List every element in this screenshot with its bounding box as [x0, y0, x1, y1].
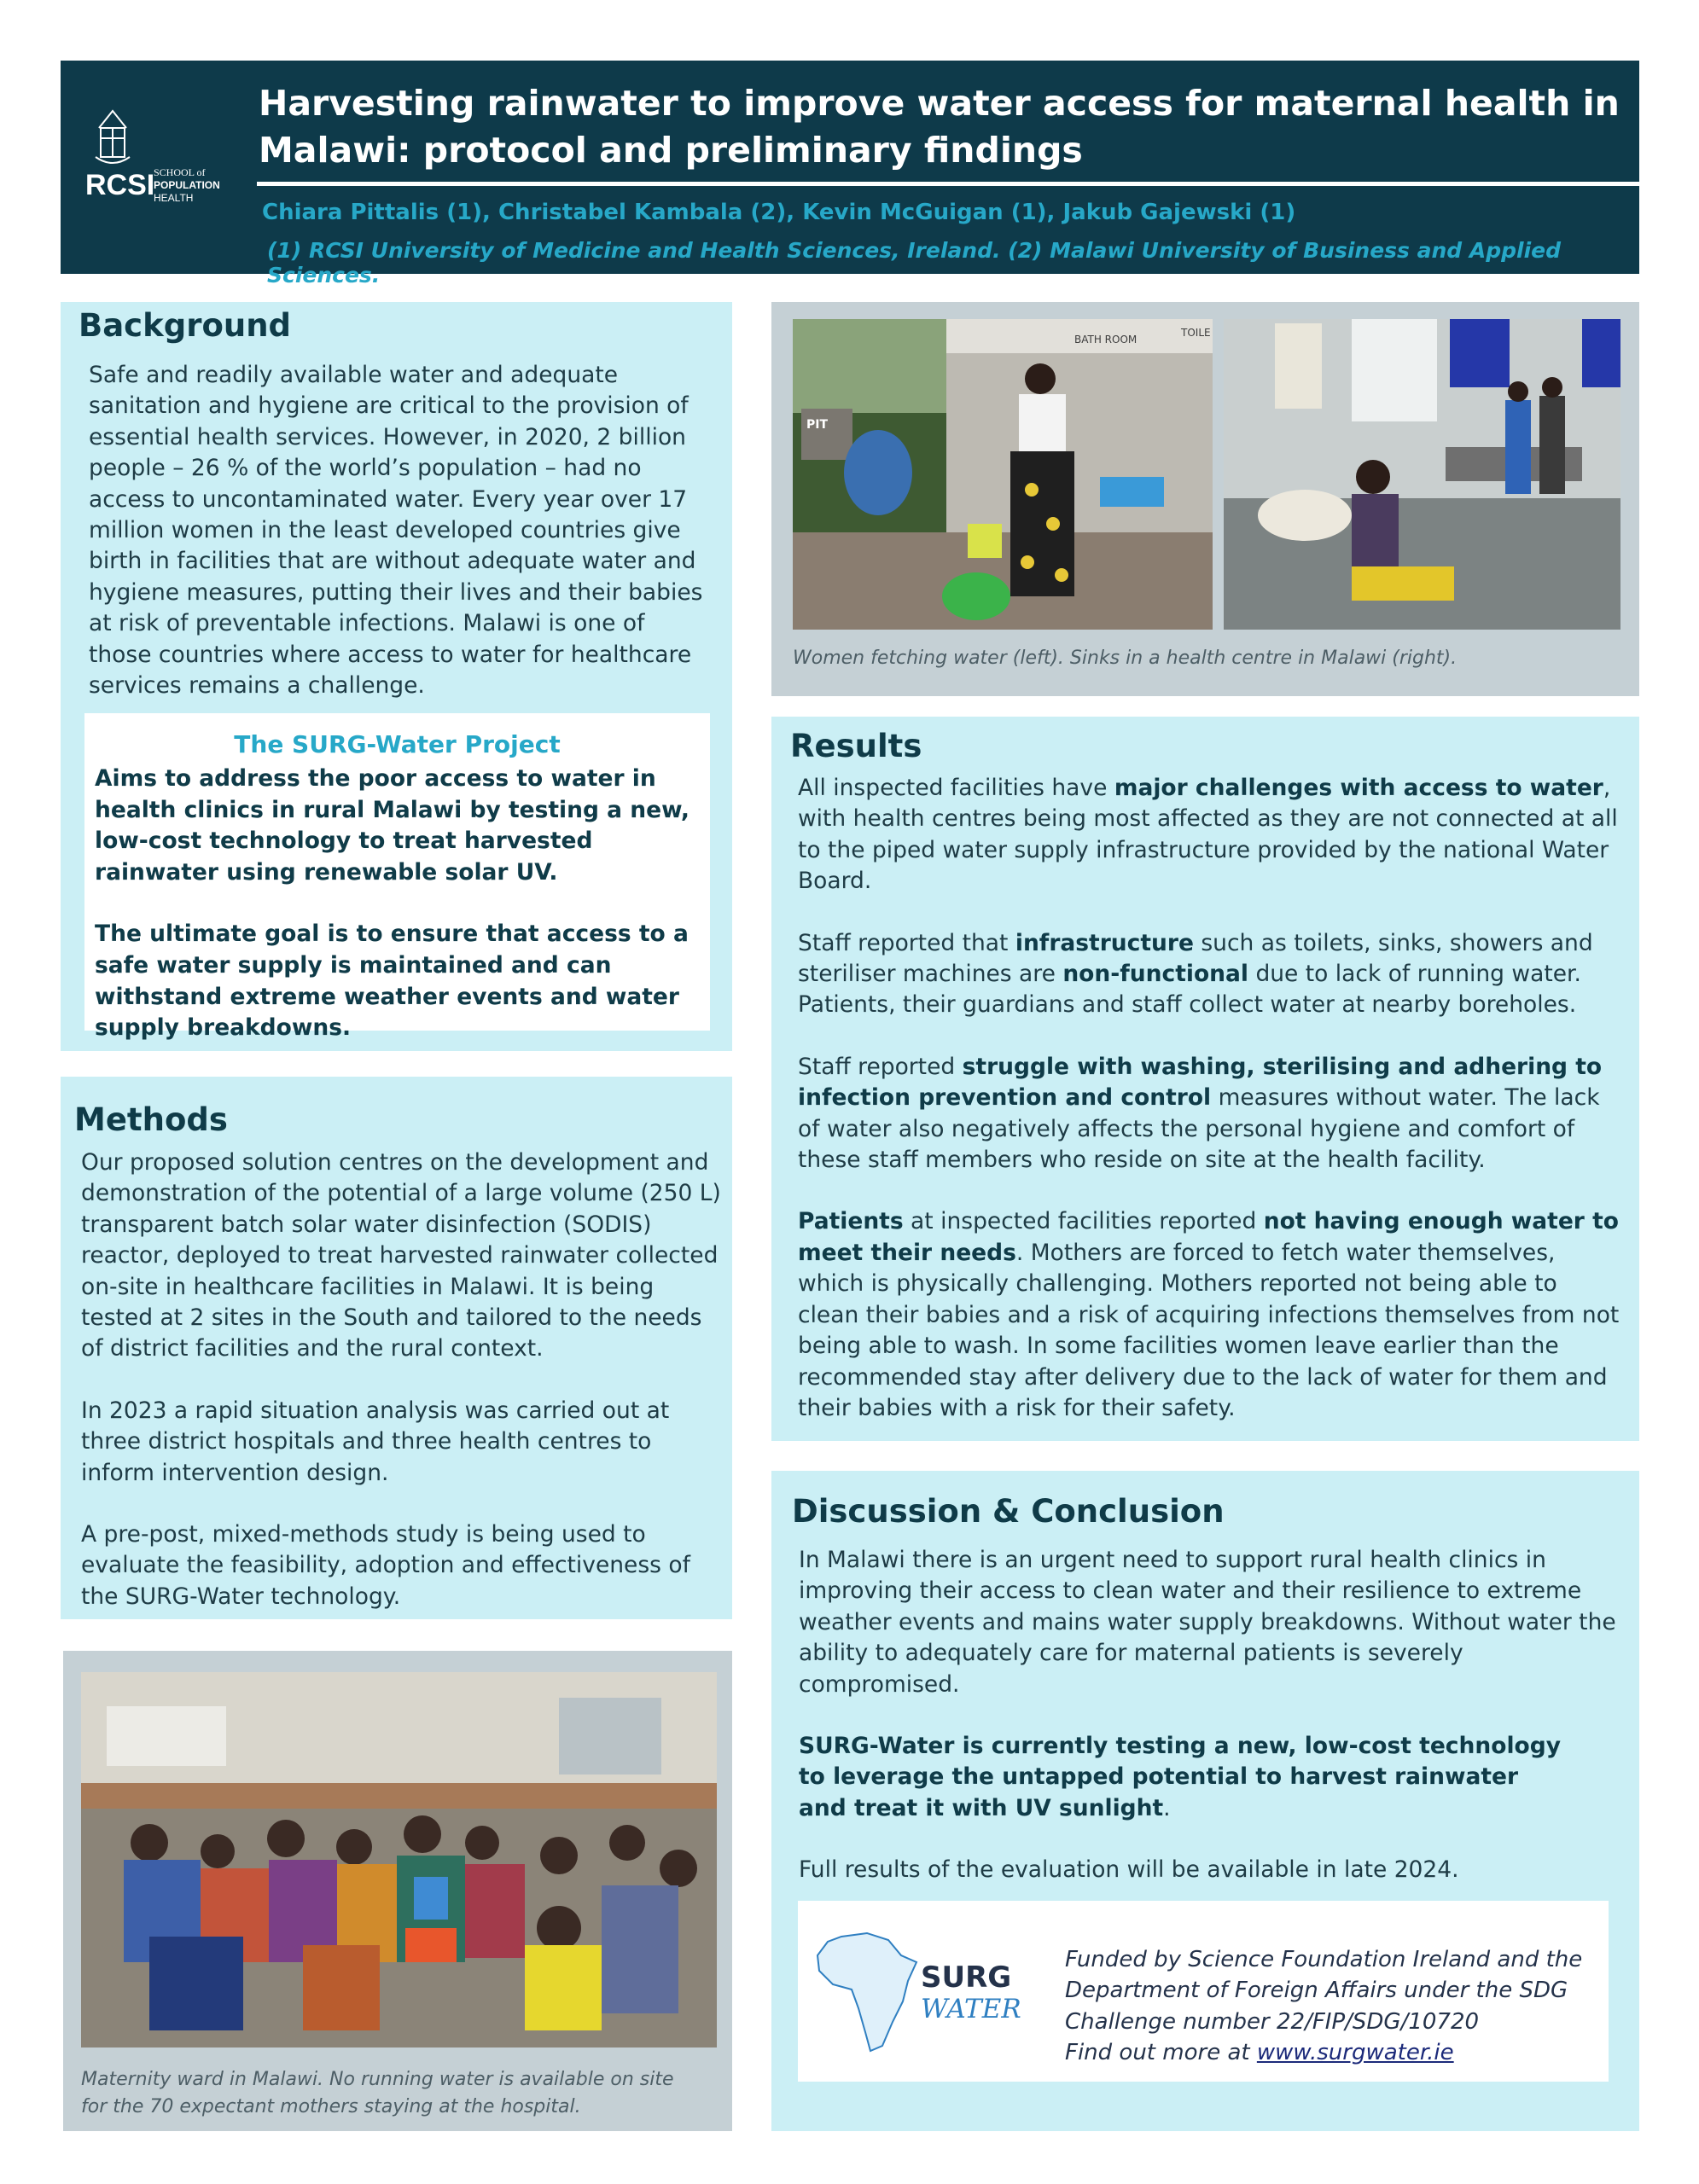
background-text: Safe and readily available water and adequate sanitation and hygiene are critical to the provision of essential health services. However, in 2020, 2 billion people – 26 % of the world’s population – had no access to uncontaminated water. Every year over 17 million women in the least developed countries give birth in facilities that are without adequate water and hygiene measures, putting their lives and their babies at risk of preventable infections. Malawi is one of those countries where access to water for healthcare services remains a challenge.	[89, 362, 703, 700]
water-wordmark: WATER	[921, 1994, 1021, 2024]
toilet-sign: TOILE	[1181, 327, 1211, 339]
poster-title: Harvesting rainwater to improve water access for maternal health in Malawi: protocol and preliminary findings	[259, 83, 1620, 171]
project-heading: The SURG-Water Project	[234, 730, 561, 758]
discussion-paragraph-1: In Malawi there is an urgent need to support rural health clinics in improving their access to clean water and their resilience to extreme weather events and mains water supply breakdowns. Without water the ability to adequately care for maternal patients is severely compromised.	[799, 1547, 1616, 1698]
methods-paragraph-2: In 2023 a rapid situation analysis was carried out at three district hospitals and three health centres to inform intervention design.	[81, 1397, 670, 1486]
project-text	[95, 764, 709, 1044]
methods-paragraph-1: Our proposed solution centres on the development and demonstration of the potential of a large volume (250 L) transparent batch solar water disinfection (SODIS) reactor, deployed to treat harvested rainwater collected on-site in healthcare facilities in Malawi. It is being tested at 2 sites in the South and tailored to the needs of district facilities and the rural context.	[81, 1149, 721, 1362]
funding-line-4: Find out more at www.surgwater.ie	[1065, 2040, 1454, 2066]
discussion-paragraph-2: SURG-Water is currently testing a new, low-cost technology to leverage the untapped potential to harvest rainwater and treat it with UV sunlight.	[799, 1733, 1561, 1821]
africa-map-icon	[817, 1933, 916, 2051]
funding-text	[1065, 1944, 1594, 2069]
project-goal: The ultimate goal is to ensure that access to a safe water supply is maintained and can withstand extreme weather events and water supply breakdowns.	[95, 921, 689, 1042]
funding-line-3: Challenge number 22/FIP/SDG/10720	[1065, 2008, 1480, 2035]
surg-water-logo	[807, 1930, 1029, 2058]
project-aims: Aims to address the poor access to water in health clinics in rural Malawi by testing a new, low-cost technology to treat harvested rainwater using renewable solar UV.	[95, 765, 689, 886]
logo-health-line: HEALTH	[154, 192, 194, 204]
logo-population-line: POPULATION	[154, 179, 220, 191]
results-paragraph-1: All inspected facilities have major challenges with access to water, with health centres being most affected as they are not connected at all to the piped water supply infrastructure provided by the national Water Board.	[798, 775, 1618, 895]
discussion-paragraph-3: Full results of the evaluation will be available in late 2024.	[799, 1856, 1459, 1884]
funding-line-2: Department of Foreign Affairs under the SDG	[1065, 1978, 1568, 2004]
surg-wordmark: SURG	[921, 1960, 1012, 1995]
maternity-photo-caption	[81, 2066, 721, 2121]
bathroom-sign: BATH ROOM	[1074, 334, 1138, 346]
rcsi-wordmark: RCSI	[85, 169, 155, 201]
pit-sign: PIT	[806, 418, 829, 432]
results-paragraph-2: Staff reported that infrastructure such as toilets, sinks, showers and steriliser machines are non-functional due to lack of running water. Patients, their guardians and staff collect water at nearby boreholes.	[798, 929, 1593, 1019]
maternity-ward-photo	[81, 1672, 717, 2048]
results-text	[798, 773, 1621, 1424]
funding-line-1: Funded by Science Foundation Ireland and the	[1065, 1947, 1583, 1972]
methods-text	[81, 1147, 725, 1612]
women-fetching-water-photo	[793, 319, 1213, 630]
affiliations: (1) RCSI University of Medicine and Health Sciences, Ireland. (2) Malawi University of Business and Applied Sciences.	[267, 238, 1562, 288]
crest-icon	[96, 111, 130, 163]
discussion-heading: Discussion & Conclusion	[792, 1493, 1225, 1530]
rcsi-logo	[80, 104, 251, 215]
background-heading: Background	[79, 307, 292, 344]
authors: Chiara Pittalis (1), Christabel Kambala (2), Kevin McGuigan (1), Jakub Gajewski (1)	[262, 200, 1296, 225]
methods-paragraph-3: A pre-post, mixed-methods study is being used to evaluate the feasibility, adoption and effectiveness of the SURG-Water technology.	[81, 1521, 690, 1610]
results-heading: Results	[790, 728, 922, 764]
logo-school-line: SCHOOL of	[154, 166, 206, 178]
header-divider	[257, 182, 1639, 186]
results-paragraph-3: Staff reported struggle with washing, sterilising and adhering to infection prevention and control measures without water. The lack of water also negatively affects the personal hygiene and comfort of these staff members who reside on site at the health facility.	[798, 1053, 1603, 1174]
surgwater-link[interactable]: www.surgwater.ie	[1256, 2040, 1454, 2066]
results-paragraph-4: Patients at inspected facilities reported not having enough water to meet their needs. Mothers are forced to fetch water themselves, which is physically challenging. Mothers reported not being able to clean their babies and a risk of acquiring infections themselves from not being able to wash. In some facilities women leave earlier than the recommended stay after delivery due to the lack of water for them and their babies with a risk for their safety.	[798, 1208, 1620, 1421]
maternity-caption-line-1: Maternity ward in Malawi. No running water is available on site	[81, 2069, 674, 2090]
health-centre-sinks-photo	[1224, 319, 1620, 630]
photos-caption: Women fetching water (left). Sinks in a health centre in Malawi (right).	[793, 648, 1458, 669]
discussion-text	[799, 1545, 1622, 1886]
maternity-caption-line-2: for the 70 expectant mothers staying at the hospital.	[81, 2096, 581, 2117]
methods-heading: Methods	[74, 1101, 228, 1138]
